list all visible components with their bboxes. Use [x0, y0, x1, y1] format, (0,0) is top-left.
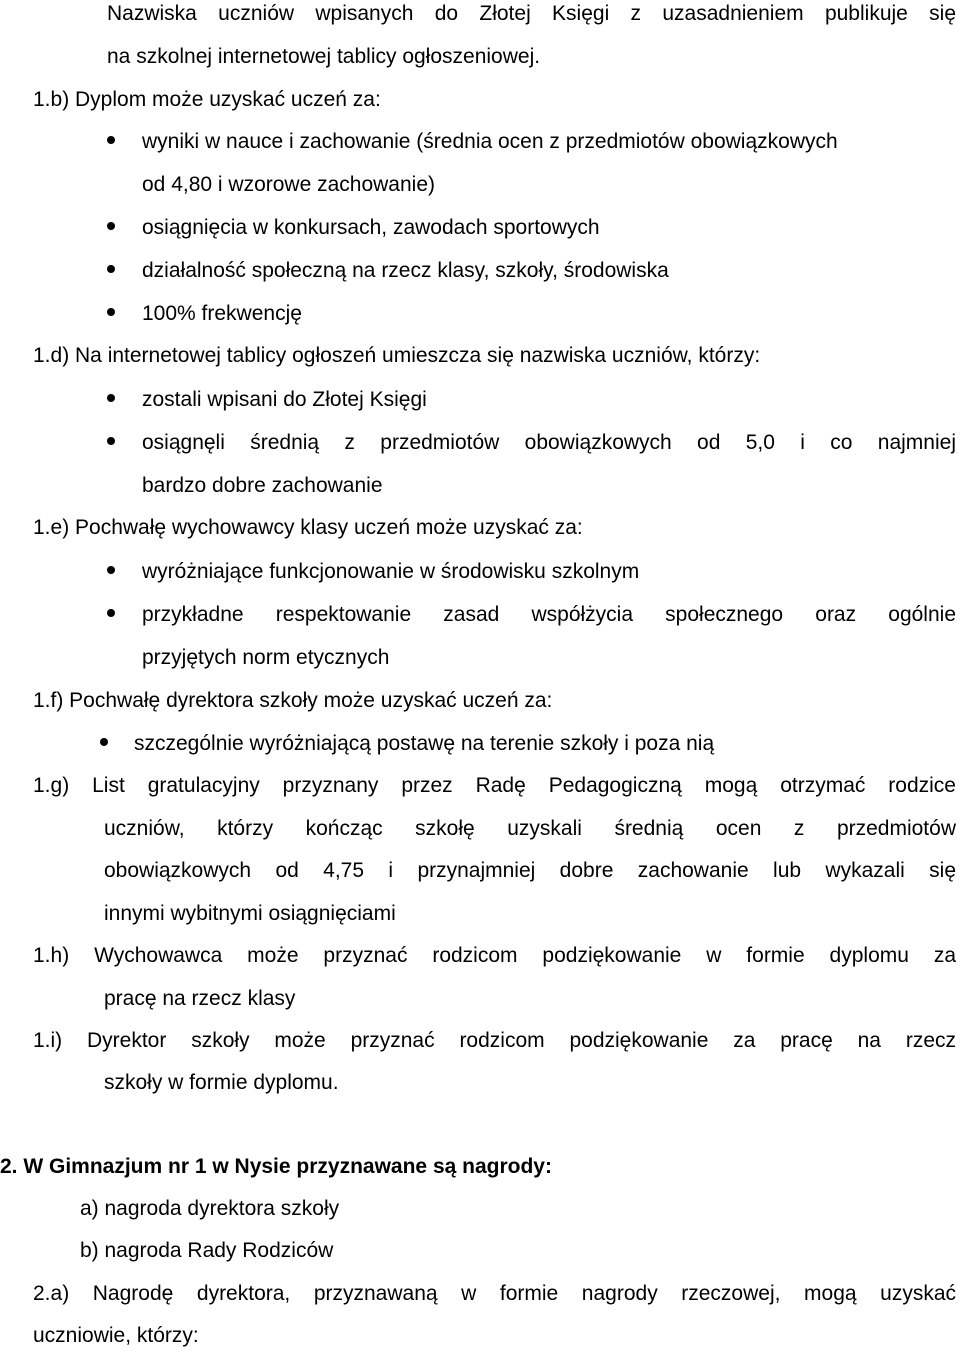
- list-item: wyróżniające funkcjonowanie w środowisku szkolnym: [142, 560, 640, 583]
- list-item: wyniki w nauce i zachowanie (średnia ocen z przedmiotów obowiązkowych: [142, 130, 838, 153]
- list-item-continuation: bardzo dobre zachowanie: [142, 474, 383, 497]
- section-1e-heading: 1.e) Pochwałę wychowawcy klasy uczeń może uzyskać za:: [33, 516, 583, 539]
- section-1i-line-2: szkoły w formie dyplomu.: [104, 1071, 339, 1094]
- list-item: osiągnięcia w konkursach, zawodach sportowych: [142, 216, 600, 239]
- intro-line-1: Nazwiska uczniów wpisanych do Złotej Księgi z uzasadnieniem publikuje się: [107, 2, 956, 25]
- bullet-icon: [107, 394, 115, 402]
- list-item: działalność społeczną na rzecz klasy, szkoły, środowiska: [142, 259, 669, 282]
- list-item: zostali wpisani do Złotej Księgi: [142, 388, 427, 411]
- list-item: 100% frekwencję: [142, 302, 302, 325]
- list-item: b) nagroda Rady Rodziców: [80, 1239, 334, 1262]
- section-2a-line-2: uczniowie, którzy:: [33, 1324, 199, 1347]
- section-1g-line-3: obowiązkowych od 4,75 i przynajmniej dobre zachowanie lub wykazali się: [104, 859, 956, 882]
- bullet-icon: [107, 566, 115, 574]
- list-item: osiągnęli średnią z przedmiotów obowiązkowych od 5,0 i co najmniej: [142, 431, 956, 454]
- section-1h-line-1: 1.h) Wychowawca może przyznać rodzicom podziękowanie w formie dyplomu za: [33, 944, 956, 967]
- list-item: przykładne respektowanie zasad współżycia społecznego oraz ogólnie: [142, 603, 956, 626]
- list-item-continuation: od 4,80 i wzorowe zachowanie): [142, 173, 435, 196]
- section-1g-line-1: 1.g) List gratulacyjny przyznany przez Radę Pedagogiczną mogą otrzymać rodzice: [33, 774, 956, 797]
- section-1f-heading: 1.f) Pochwałę dyrektora szkoły może uzyskać uczeń za:: [33, 689, 553, 712]
- list-item: szczególnie wyróżniającą postawę na terenie szkoły i poza nią: [134, 732, 715, 755]
- section-2-heading: 2. W Gimnazjum nr 1 w Nysie przyznawane są nagrody:: [0, 1155, 552, 1178]
- section-1b-heading: 1.b) Dyplom może uzyskać uczeń za:: [33, 88, 381, 111]
- list-item-continuation: przyjętych norm etycznych: [142, 646, 390, 669]
- section-1d-heading: 1.d) Na internetowej tablicy ogłoszeń umieszcza się nazwiska uczniów, którzy:: [33, 344, 761, 367]
- bullet-icon: [107, 136, 115, 144]
- section-1g-line-2: uczniów, którzy kończąc szkołę uzyskali średnią ocen z przedmiotów: [104, 817, 956, 840]
- bullet-icon: [107, 222, 115, 230]
- list-item: a) nagroda dyrektora szkoły: [80, 1197, 340, 1220]
- section-2a-line-1: 2.a) Nagrodę dyrektora, przyznawaną w formie nagrody rzeczowej, mogą uzyskać: [33, 1282, 956, 1305]
- section-1g-line-4: innymi wybitnymi osiągnięciami: [104, 902, 396, 925]
- bullet-icon: [107, 265, 115, 273]
- section-1h-line-2: pracę na rzecz klasy: [104, 987, 296, 1010]
- intro-line-2: na szkolnej internetowej tablicy ogłoszeniowej.: [107, 45, 541, 68]
- bullet-icon: [107, 308, 115, 316]
- section-1i-line-1: 1.i) Dyrektor szkoły może przyznać rodzicom podziękowanie za pracę na rzecz: [33, 1029, 956, 1052]
- bullet-icon: [100, 738, 108, 746]
- bullet-icon: [107, 437, 115, 445]
- bullet-icon: [107, 609, 115, 617]
